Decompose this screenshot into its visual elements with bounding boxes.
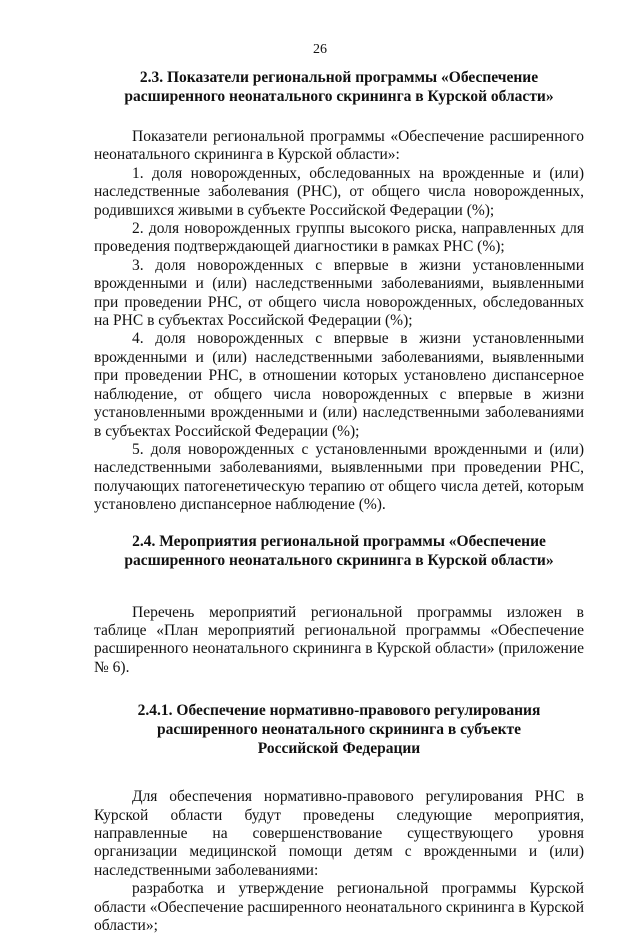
paragraph: Для обеспечения нормативно-правового регулирования РНС в Курской области будут проведены следующие мероприятия, направленные на совершенствование существующего уровня организации медицинской помощи детям с врожденными и (или) наследственными заболеваниями: [94,788,584,879]
heading-line: расширенного неонатального скрининга в Курской области» [124,88,554,105]
heading-line: расширенного неонатального скрининга в Курской области» [124,551,554,569]
section-2-3-heading [94,68,584,106]
page-number: 26 [313,42,327,57]
section-2-4-heading [94,532,584,570]
heading-line: 2.4.1. Обеспечение нормативно-правового регулирования [137,702,541,720]
list-item-indicator-3: 3. доля новорожденных с впервые в жизни установленными врожденными и (или) наследственными заболеваниями, выявленными при проведении РНС, от общего числа новорожденных, обследованных на РНС в субъектах Российской Федерации (%); [94,256,584,330]
section-2-4-1-heading [94,701,584,758]
section-2-4-1-body [94,788,584,935]
list-item-indicator-2: 2. доля новорожденных группы высокого риска, направленных для проведения подтверждающей диагностики в рамках РНС (%); [94,220,584,256]
paragraph: Показатели региональной программы «Обеспечение расширенного неонатального скрининга в Курской области»: [94,128,584,164]
section-2-3-body [94,128,584,515]
heading-line: 2.3. Показатели региональной программы «Обеспечение [139,69,539,86]
list-item-indicator-4: 4. доля новорожденных с впервые в жизни установленными врожденными и (или) наследственными заболеваниями, выявленными при проведении РНС, в отношении которых установлено диспансерное наблюдение, от общего числа новорожденных с впервые в жизни установленными врожденными и (или) наследственными заболеваниями в субъектах Российской Федерации (%); [94,330,584,440]
heading-line: 2.4. Мероприятия региональной программы «Обеспечение [132,532,546,550]
list-item-indicator-1: 1. доля новорожденных, обследованных на врожденные и (или) наследственные заболевания (РНС), от общего числа новорожденных, родившихся живыми в субъекте Российской Федерации (%); [94,164,584,219]
heading-line: Российской Федерации [257,740,421,758]
paragraph: Перечень мероприятий региональной программы изложен в таблице «План мероприятий региональной программы «Обеспечение расширенного неонатального скрининга в Курской области» (приложение № 6). [94,603,584,676]
paragraph: разработка и утверждение региональной программы Курской области «Обеспечение расширенного неонатального скрининга в Курской области»; [94,880,584,934]
list-item-indicator-5: 5. доля новорожденных с установленными врожденными и (или) наследственными заболеваниями, выявленными при проведении РНС, получающих патогенетическую терапию от общего числа детей, которым установлено диспансерное наблюдение (%). [94,440,584,514]
section-2-4-body [94,604,584,678]
heading-line: расширенного неонатального скрининга в субъекте [156,721,522,739]
